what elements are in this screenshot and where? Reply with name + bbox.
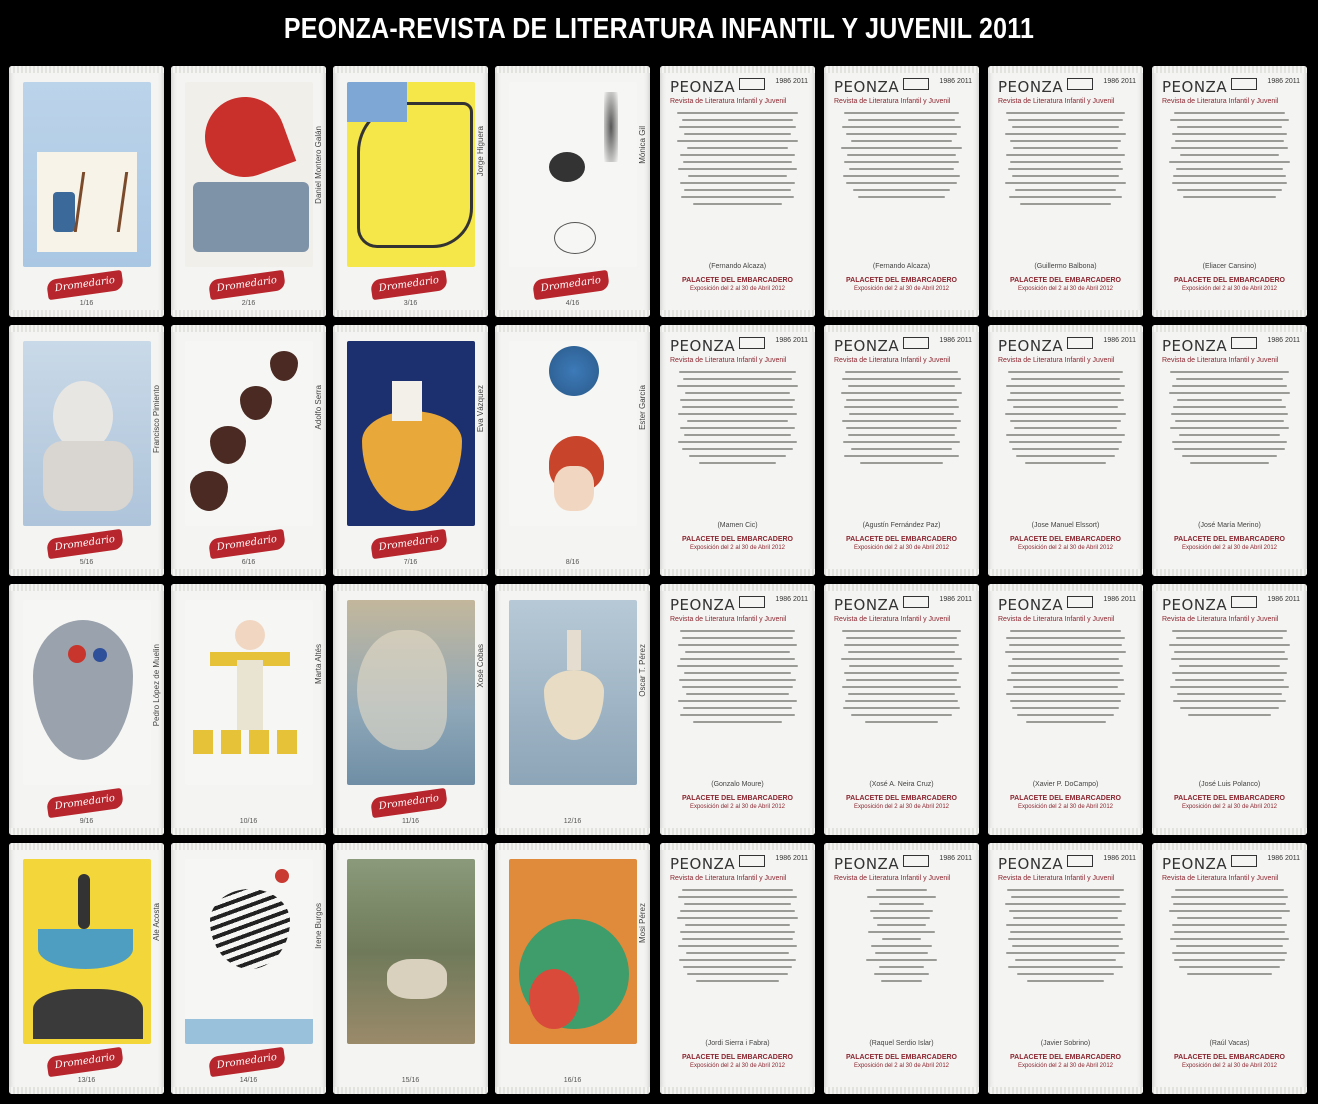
magazine-logo — [739, 78, 765, 90]
venue: PALACETE DEL EMBARCADERO — [1174, 277, 1285, 284]
art-packet — [9, 843, 164, 1094]
text-block — [838, 630, 965, 780]
venue: PALACETE DEL EMBARCADERO — [1010, 1054, 1121, 1061]
exhibition-dates: Exposición del 2 al 30 de Abril 2012 — [1181, 804, 1278, 810]
text-block — [838, 889, 965, 1039]
magazine-name: PEONZA — [1162, 855, 1228, 873]
text-packet — [1152, 584, 1307, 835]
magazine-years: 1986 2011 — [1103, 78, 1136, 85]
venue: PALACETE DEL EMBARCADERO — [682, 1054, 793, 1061]
text-packet — [988, 66, 1143, 317]
venue: PALACETE DEL EMBARCADERO — [1010, 795, 1121, 802]
art-packet — [171, 325, 326, 576]
art-packet — [9, 584, 164, 835]
packet-header — [834, 78, 972, 105]
text-block — [838, 371, 965, 521]
brand-logo: Dromedario — [208, 270, 286, 300]
magazine-subtitle: Revista de Literatura Infantil y Juvenil — [670, 616, 787, 623]
magazine-subtitle: Revista de Literatura Infantil y Juvenil — [998, 98, 1115, 105]
magazine-years: 1986 2011 — [1103, 596, 1136, 603]
packet-number: 10/16 — [239, 818, 258, 825]
text-block — [838, 112, 965, 262]
magazine-years: 1986 2011 — [775, 596, 808, 603]
magazine-years: 1986 2011 — [1103, 855, 1136, 862]
magazine-subtitle: Revista de Literatura Infantil y Juvenil — [1162, 357, 1279, 364]
art-packet — [171, 66, 326, 317]
illustration — [347, 600, 475, 785]
magazine-logo — [903, 855, 929, 867]
magazine-subtitle: Revista de Literatura Infantil y Juvenil — [1162, 616, 1279, 623]
art-packet — [333, 325, 488, 576]
artist-credit: Oscar T. Pérez — [638, 644, 647, 697]
text-packet — [988, 584, 1143, 835]
magazine-subtitle: Revista de Literatura Infantil y Juvenil — [834, 616, 951, 623]
exhibition-dates: Exposición del 2 al 30 de Abril 2012 — [853, 286, 950, 292]
text-author: (Gonzalo Moure) — [711, 781, 764, 788]
illustration — [185, 82, 313, 267]
artist-credit: Pedro López de Muelin — [152, 644, 161, 727]
artist-credit: Francisco Pimiento — [152, 385, 161, 454]
exhibition-dates: Exposición del 2 al 30 de Abril 2012 — [689, 804, 786, 810]
artist-credit: Irene Burgos — [314, 903, 323, 949]
packet-header — [670, 855, 808, 882]
magazine-logo — [1231, 78, 1257, 90]
exhibition-dates: Exposición del 2 al 30 de Abril 2012 — [1017, 545, 1114, 551]
magazine-name: PEONZA — [670, 855, 736, 873]
packet-number: 11/16 — [402, 818, 419, 825]
text-block — [674, 371, 801, 521]
packet-header — [670, 596, 808, 623]
magazine-logo — [739, 596, 765, 608]
text-author: (Fernando Alcaza) — [872, 263, 931, 270]
text-block — [1002, 889, 1129, 1039]
artist-credit: Xosé Cobas — [476, 644, 485, 688]
magazine-name: PEONZA — [1162, 337, 1228, 355]
brand-logo: Dromedario — [46, 788, 124, 818]
venue: PALACETE DEL EMBARCADERO — [1174, 1054, 1285, 1061]
magazine-subtitle: Revista de Literatura Infantil y Juvenil — [670, 875, 787, 882]
magazine-name: PEONZA — [670, 78, 736, 96]
packet-number: 12/16 — [563, 818, 582, 825]
illustration — [347, 82, 475, 267]
artist-credit: Ale Acosta — [152, 903, 161, 941]
magazine-subtitle: Revista de Literatura Infantil y Juvenil — [998, 357, 1115, 364]
artist-credit: Marta Altés — [314, 644, 323, 685]
illustration — [509, 859, 637, 1044]
text-author: (Jordi Sierra i Fabra) — [705, 1040, 770, 1047]
packet-number: 7/16 — [403, 559, 418, 566]
magazine-logo — [1231, 596, 1257, 608]
brand-logo: Dromedario — [370, 788, 448, 818]
illustration — [509, 82, 637, 267]
venue: PALACETE DEL EMBARCADERO — [1174, 795, 1285, 802]
packet-number: 1/16 — [79, 300, 94, 307]
artist-credit: Eva Vázquez — [476, 385, 485, 433]
illustration — [509, 341, 637, 526]
art-packet — [495, 66, 650, 317]
text-packet — [988, 325, 1143, 576]
packet-header — [670, 337, 808, 364]
venue: PALACETE DEL EMBARCADERO — [846, 536, 957, 543]
magazine-name: PEONZA — [998, 596, 1064, 614]
exhibition-dates: Exposición del 2 al 30 de Abril 2012 — [689, 545, 786, 551]
text-author: (Raquel Serdio Islar) — [869, 1040, 934, 1047]
venue: PALACETE DEL EMBARCADERO — [846, 277, 957, 284]
magazine-name: PEONZA — [670, 337, 736, 355]
magazine-years: 1986 2011 — [939, 855, 972, 862]
art-packet — [333, 66, 488, 317]
magazine-logo — [1067, 855, 1093, 867]
magazine-logo — [1067, 337, 1093, 349]
magazine-name: PEONZA — [998, 337, 1064, 355]
exhibition-dates: Exposición del 2 al 30 de Abril 2012 — [1017, 286, 1114, 292]
text-packet — [824, 584, 979, 835]
packet-header — [998, 337, 1136, 364]
packet-header — [1162, 855, 1300, 882]
packet-number: 16/16 — [563, 1077, 582, 1084]
magazine-years: 1986 2011 — [775, 78, 808, 85]
text-packet — [988, 843, 1143, 1094]
venue: PALACETE DEL EMBARCADERO — [1010, 536, 1121, 543]
illustration — [23, 82, 151, 267]
venue: PALACETE DEL EMBARCADERO — [846, 795, 957, 802]
magazine-years: 1986 2011 — [939, 337, 972, 344]
magazine-name: PEONZA — [1162, 596, 1228, 614]
exhibition-dates: Exposición del 2 al 30 de Abril 2012 — [689, 1063, 786, 1069]
magazine-years: 1986 2011 — [775, 855, 808, 862]
text-packet — [660, 66, 815, 317]
packet-header — [834, 596, 972, 623]
illustration — [347, 341, 475, 526]
magazine-years: 1986 2011 — [1267, 337, 1300, 344]
packet-header — [1162, 596, 1300, 623]
text-block — [1002, 112, 1129, 262]
venue: PALACETE DEL EMBARCADERO — [846, 1054, 957, 1061]
illustration — [185, 859, 313, 1044]
magazine-years: 1986 2011 — [939, 596, 972, 603]
text-author: (José María Merino) — [1198, 522, 1261, 529]
packet-header — [834, 855, 972, 882]
artist-credit: Ester García — [638, 385, 647, 430]
text-packet — [660, 843, 815, 1094]
text-author: (Guillermo Balbona) — [1034, 263, 1097, 270]
magazine-logo — [1067, 596, 1093, 608]
magazine-years: 1986 2011 — [1103, 337, 1136, 344]
illustration — [185, 341, 313, 526]
text-block — [674, 889, 801, 1039]
brand-logo: Dromedario — [46, 1047, 124, 1077]
magazine-years: 1986 2011 — [1267, 78, 1300, 85]
text-block — [1166, 630, 1293, 780]
magazine-subtitle: Revista de Literatura Infantil y Juvenil — [834, 98, 951, 105]
text-block — [1002, 371, 1129, 521]
magazine-subtitle: Revista de Literatura Infantil y Juvenil — [1162, 98, 1279, 105]
art-packet — [495, 843, 650, 1094]
exhibition-dates: Exposición del 2 al 30 de Abril 2012 — [1181, 545, 1278, 551]
packet-header — [998, 855, 1136, 882]
brand-logo: Dromedario — [370, 529, 448, 559]
packet-row-3 — [0, 584, 1318, 840]
artist-credit: Mosi Pérez — [638, 903, 647, 944]
illustration — [185, 600, 313, 785]
magazine-logo — [1067, 78, 1093, 90]
text-block — [1166, 889, 1293, 1039]
magazine-name: PEONZA — [834, 337, 900, 355]
packet-header — [1162, 78, 1300, 105]
exhibition-dates: Exposición del 2 al 30 de Abril 2012 — [853, 804, 950, 810]
magazine-logo — [903, 596, 929, 608]
venue: PALACETE DEL EMBARCADERO — [1010, 277, 1121, 284]
magazine-logo — [903, 78, 929, 90]
text-author: (Mamen Cic) — [717, 522, 758, 529]
magazine-name: PEONZA — [834, 855, 900, 873]
text-packet — [660, 584, 815, 835]
brand-logo: Dromedario — [46, 529, 124, 559]
packet-header — [834, 337, 972, 364]
magazine-subtitle: Revista de Literatura Infantil y Juvenil — [834, 357, 951, 364]
text-author: (Jose Manuel Elssort) — [1031, 522, 1100, 529]
text-packet — [824, 325, 979, 576]
packet-header — [998, 78, 1136, 105]
exhibition-dates: Exposición del 2 al 30 de Abril 2012 — [1181, 286, 1278, 292]
illustration — [509, 600, 637, 785]
venue: PALACETE DEL EMBARCADERO — [1174, 536, 1285, 543]
text-author: (Javier Sobrino) — [1040, 1040, 1091, 1047]
packet-number: 6/16 — [241, 559, 256, 566]
magazine-name: PEONZA — [670, 596, 736, 614]
magazine-subtitle: Revista de Literatura Infantil y Juvenil — [1162, 875, 1279, 882]
magazine-name: PEONZA — [834, 78, 900, 96]
magazine-years: 1986 2011 — [1267, 596, 1300, 603]
packet-header — [1162, 337, 1300, 364]
text-packet — [1152, 325, 1307, 576]
illustration — [23, 859, 151, 1044]
brand-logo: Dromedario — [208, 1047, 286, 1077]
exhibition-dates: Exposición del 2 al 30 de Abril 2012 — [689, 286, 786, 292]
text-packet — [1152, 843, 1307, 1094]
brand-logo: Dromedario — [532, 270, 610, 300]
packet-header — [670, 78, 808, 105]
magazine-logo — [903, 337, 929, 349]
text-block — [1002, 630, 1129, 780]
magazine-subtitle: Revista de Literatura Infantil y Juvenil — [670, 357, 787, 364]
text-packet — [1152, 66, 1307, 317]
packet-number: 8/16 — [565, 559, 580, 566]
magazine-years: 1986 2011 — [1267, 855, 1300, 862]
exhibition-dates: Exposición del 2 al 30 de Abril 2012 — [1017, 1063, 1114, 1069]
text-author: (José Luis Polanco) — [1198, 781, 1261, 788]
text-packet — [660, 325, 815, 576]
text-author: (Xosé A. Neira Cruz) — [869, 781, 934, 788]
text-author: (Eliacer Cansino) — [1202, 263, 1257, 270]
artist-credit: Mónica Gil — [638, 126, 647, 164]
exhibition-dates: Exposición del 2 al 30 de Abril 2012 — [1181, 1063, 1278, 1069]
packet-number: 9/16 — [79, 818, 94, 825]
art-packet — [9, 66, 164, 317]
art-packet — [333, 843, 488, 1094]
text-packet — [824, 843, 979, 1094]
text-author: (Agustín Fernández Paz) — [862, 522, 941, 529]
magazine-name: PEONZA — [1162, 78, 1228, 96]
magazine-subtitle: Revista de Literatura Infantil y Juvenil — [998, 875, 1115, 882]
magazine-name: PEONZA — [998, 855, 1064, 873]
page-title: PEONZA-REVISTA DE LITERATURA INFANTIL Y JUVENIL 2011 — [283, 13, 1035, 45]
packet-number: 2/16 — [241, 300, 256, 307]
art-packet — [495, 584, 650, 835]
magazine-logo — [1231, 337, 1257, 349]
brand-logo: Dromedario — [46, 270, 124, 300]
packet-header — [998, 596, 1136, 623]
magazine-years: 1986 2011 — [939, 78, 972, 85]
packet-row-2 — [0, 325, 1318, 581]
illustration — [23, 341, 151, 526]
text-author: (Xavier P. DoCampo) — [1032, 781, 1099, 788]
packet-number: 13/16 — [77, 1077, 96, 1084]
art-packet — [171, 843, 326, 1094]
packet-number: 3/16 — [403, 300, 418, 307]
packet-number: 4/16 — [565, 300, 580, 307]
text-block — [1166, 371, 1293, 521]
illustration — [347, 859, 475, 1044]
magazine-logo — [1231, 855, 1257, 867]
text-block — [1166, 112, 1293, 262]
magazine-subtitle: Revista de Literatura Infantil y Juvenil — [998, 616, 1115, 623]
text-block — [674, 112, 801, 262]
artist-credit: Jorge Higuera — [476, 126, 485, 177]
magazine-logo — [739, 855, 765, 867]
packet-number: 5/16 — [79, 559, 94, 566]
text-author: (Fernando Alcaza) — [708, 263, 767, 270]
venue: PALACETE DEL EMBARCADERO — [682, 277, 793, 284]
art-packet — [333, 584, 488, 835]
brand-logo: Dromedario — [208, 529, 286, 559]
artist-credit: Daniel Montero Galán — [314, 126, 323, 204]
text-block — [674, 630, 801, 780]
magazine-logo — [739, 337, 765, 349]
venue: PALACETE DEL EMBARCADERO — [682, 795, 793, 802]
text-author: (Raúl Vacas) — [1209, 1040, 1250, 1047]
magazine-name: PEONZA — [834, 596, 900, 614]
venue: PALACETE DEL EMBARCADERO — [682, 536, 793, 543]
exhibition-dates: Exposición del 2 al 30 de Abril 2012 — [853, 545, 950, 551]
magazine-subtitle: Revista de Literatura Infantil y Juvenil — [834, 875, 951, 882]
illustration — [23, 600, 151, 785]
magazine-name: PEONZA — [998, 78, 1064, 96]
art-packet — [495, 325, 650, 576]
packet-number: 15/16 — [401, 1077, 420, 1084]
exhibition-dates: Exposición del 2 al 30 de Abril 2012 — [853, 1063, 950, 1069]
text-packet — [824, 66, 979, 317]
artist-credit: Adolfo Serra — [314, 385, 323, 430]
exhibition-dates: Exposición del 2 al 30 de Abril 2012 — [1017, 804, 1114, 810]
packet-row-1 — [0, 66, 1318, 322]
packet-row-4 — [0, 843, 1318, 1099]
brand-logo: Dromedario — [370, 270, 448, 300]
magazine-years: 1986 2011 — [775, 337, 808, 344]
magazine-subtitle: Revista de Literatura Infantil y Juvenil — [670, 98, 787, 105]
art-packet — [171, 584, 326, 835]
art-packet — [9, 325, 164, 576]
packet-number: 14/16 — [239, 1077, 258, 1084]
